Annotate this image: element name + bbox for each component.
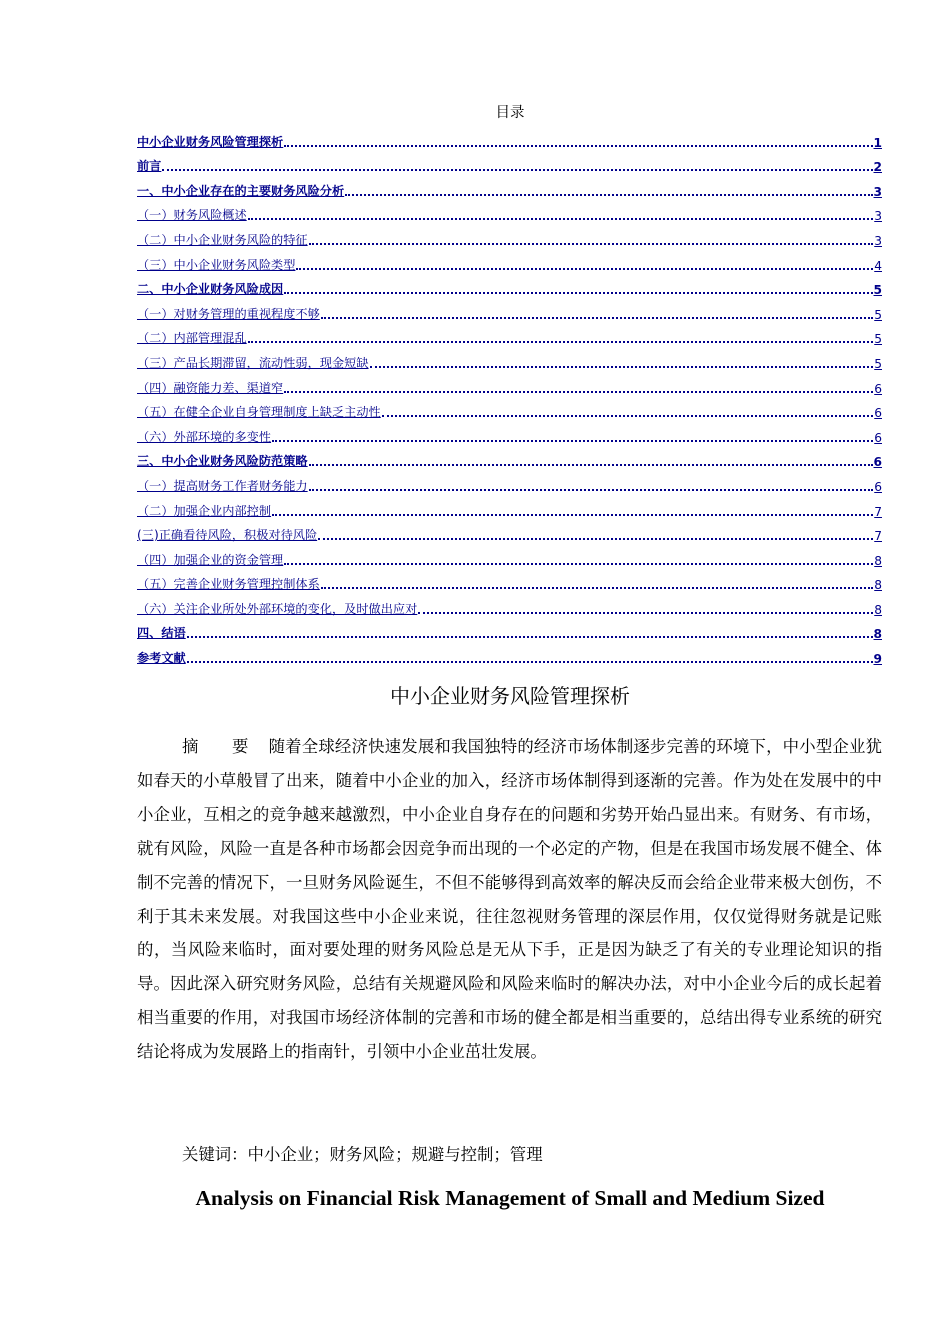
toc-entry-page-number: 3 — [873, 184, 882, 199]
toc-entry[interactable] — [137, 470, 882, 495]
toc-dot-leader — [321, 316, 873, 319]
toc-entry[interactable] — [137, 347, 882, 372]
toc-entry-title: （四）加强企业的资金管理 — [137, 552, 284, 567]
toc-entry-title: （三）中小企业财务风险类型 — [137, 257, 296, 272]
toc-entry[interactable] — [137, 151, 882, 176]
english-title: Analysis on Financial Risk Management of Small and Medium Sized — [195, 1186, 825, 1210]
toc-dot-leader — [248, 340, 874, 343]
toc-entry-title: 四、结语 — [137, 626, 186, 641]
toc-entry-title: （二）中小企业财务风险的特征 — [137, 232, 308, 247]
toc-entry[interactable] — [137, 544, 882, 569]
toc-entry-page-number: 6 — [874, 430, 882, 445]
toc-entry-title: 中小企业财务风险管理探析 — [137, 134, 284, 149]
toc-dot-leader — [370, 365, 874, 368]
toc-entry[interactable] — [137, 200, 882, 225]
toc-entry-page-number: 5 — [874, 307, 882, 322]
toc-entry[interactable] — [137, 298, 882, 323]
toc-entry-title: 一、中小企业存在的主要财务风险分析 — [137, 183, 345, 198]
toc-entry-page-number: 3 — [874, 233, 882, 248]
toc-entry[interactable] — [137, 323, 882, 348]
toc-dot-leader — [321, 586, 873, 589]
abstract-paragraph — [137, 730, 882, 1069]
toc-entry[interactable] — [137, 593, 882, 618]
toc-entry-title: （一）提高财务工作者财务能力 — [137, 478, 308, 493]
toc-dot-leader — [187, 635, 873, 638]
toc-entry-page-number: 8 — [874, 553, 882, 568]
toc-dot-leader — [418, 611, 873, 614]
toc-dot-leader — [309, 463, 873, 466]
toc-entry-page-number: 8 — [874, 578, 882, 593]
toc-entry[interactable] — [137, 397, 882, 422]
table-of-contents — [137, 126, 882, 667]
toc-dot-leader — [284, 291, 872, 294]
toc-entry-title: （六）外部环境的多变性 — [137, 429, 272, 444]
toc-dot-leader — [248, 217, 874, 220]
toc-entry-page-number: 1 — [873, 135, 882, 150]
toc-entry-page-number: 8 — [873, 627, 882, 642]
paper-title: 中小企业财务风险管理探析 — [390, 684, 630, 708]
toc-entry[interactable] — [137, 126, 882, 151]
toc-entry-page-number: 5 — [873, 283, 882, 298]
toc-dot-leader — [318, 537, 873, 540]
toc-entry-title: （五）在健全企业自身管理制度上缺乏主动性 — [137, 405, 381, 420]
toc-entry-page-number: 5 — [874, 332, 882, 347]
toc-entry-page-number: 4 — [874, 258, 882, 273]
toc-entry-title: （六）关注企业所处外部环境的变化，及时做出应对 — [137, 601, 418, 616]
toc-entry-title: 三、中小企业财务风险防范策略 — [137, 454, 308, 469]
toc-entry-page-number: 2 — [873, 160, 882, 175]
toc-entry[interactable] — [137, 520, 882, 545]
toc-dot-leader — [309, 488, 874, 491]
toc-entry-title: （四）融资能力差、渠道窄 — [137, 380, 284, 395]
toc-entry[interactable] — [137, 642, 882, 667]
toc-entry-page-number: 7 — [874, 504, 882, 519]
toc-dot-leader — [309, 242, 874, 245]
toc-dot-leader — [284, 390, 873, 393]
keywords-line: 关键词：中小企业；财务风险；规避与控制；管理 — [182, 1145, 543, 1164]
toc-entry-title: 参考文献 — [137, 651, 186, 666]
toc-entry[interactable] — [137, 421, 882, 446]
toc-entry-title: （五）完善企业财务管理控制体系 — [137, 577, 320, 592]
toc-entry-page-number: 5 — [874, 356, 882, 371]
toc-entry-page-number: 6 — [873, 455, 882, 470]
toc-entry-title: （一）财务风险概述 — [137, 208, 247, 223]
toc-entry[interactable] — [137, 446, 882, 471]
toc-dot-leader — [272, 513, 873, 516]
toc-entry-title: 前言 — [137, 159, 162, 174]
toc-entry[interactable] — [137, 569, 882, 594]
toc-entry-title: （二）加强企业内部控制 — [137, 503, 272, 518]
toc-entry-page-number: 8 — [874, 602, 882, 617]
toc-dot-leader — [162, 168, 872, 171]
toc-entry[interactable] — [137, 372, 882, 397]
toc-entry-page-number: 6 — [874, 381, 882, 396]
toc-entry-title: （二）内部管理混乱 — [137, 331, 247, 346]
toc-entry[interactable] — [137, 274, 882, 299]
toc-entry-page-number: 7 — [874, 529, 882, 544]
toc-entry-title: （一）对财务管理的重视程度不够 — [137, 306, 320, 321]
toc-entry-page-number: 6 — [874, 479, 882, 494]
toc-entry-title: 二、中小企业财务风险成因 — [137, 282, 284, 297]
toc-dot-leader — [284, 562, 873, 565]
toc-entry[interactable] — [137, 495, 882, 520]
toc-entry[interactable] — [137, 175, 882, 200]
toc-entry[interactable] — [137, 618, 882, 643]
toc-heading: 目录 — [495, 105, 525, 121]
toc-dot-leader — [272, 439, 873, 442]
toc-dot-leader — [382, 414, 873, 417]
toc-entry[interactable] — [137, 224, 882, 249]
toc-dot-leader — [296, 267, 873, 270]
toc-entry-title: （三）产品长期滞留，流动性弱，现金短缺 — [137, 355, 369, 370]
toc-entry-page-number: 9 — [873, 652, 882, 667]
abstract-label: 摘 要 — [182, 737, 263, 756]
toc-dot-leader — [345, 193, 872, 196]
abstract-text: 随着全球经济快速发展和我国独特的经济市场体制逐步完善的环境下，中小型企业犹如春天的小草般冒了出来，随着中小企业的加入，经济市场体制得到逐渐的完善。作为处在发展中的中小企业，互相之的竞争越来越激烈，中小企业自身存在的问题和劣势开始凸显出来。有财务、有市场，就有风险，风险一直是各种市场都会因竞争而出现的一个必定的产物，但是在我国市场发展不健全、体制不完善的情况下，一旦财务风险诞生，不但不能够得到高效率的解决反而会给企业带来极大创伤，不利于其未来发展。对我国这些中小企业来说，往往忽视财务管理的深层作用，仅仅觉得财务就是记账的，当风险来临时，面对要处理的财务风险总是无从下手，正是因为缺乏了有关的专业理论知识的指导。因此深入研究财务风险，总结有关规避风险和风险来临时的解决办法，对中小企业今后的成长起着相当重要的作用，对我国市场经济体制的完善和市场的健全都是相当重要的，总结出得专业系统的研究结论将成为发展路上的指南针，引领中小企业茁壮发展。 — [137, 737, 882, 1062]
toc-dot-leader — [284, 144, 872, 147]
toc-entry-page-number: 6 — [874, 406, 882, 421]
toc-dot-leader — [187, 660, 873, 663]
toc-entry-title: (三)正确看待风险，积极对待风险 — [137, 528, 318, 543]
toc-entry[interactable] — [137, 249, 882, 274]
toc-entry-page-number: 3 — [874, 209, 882, 224]
